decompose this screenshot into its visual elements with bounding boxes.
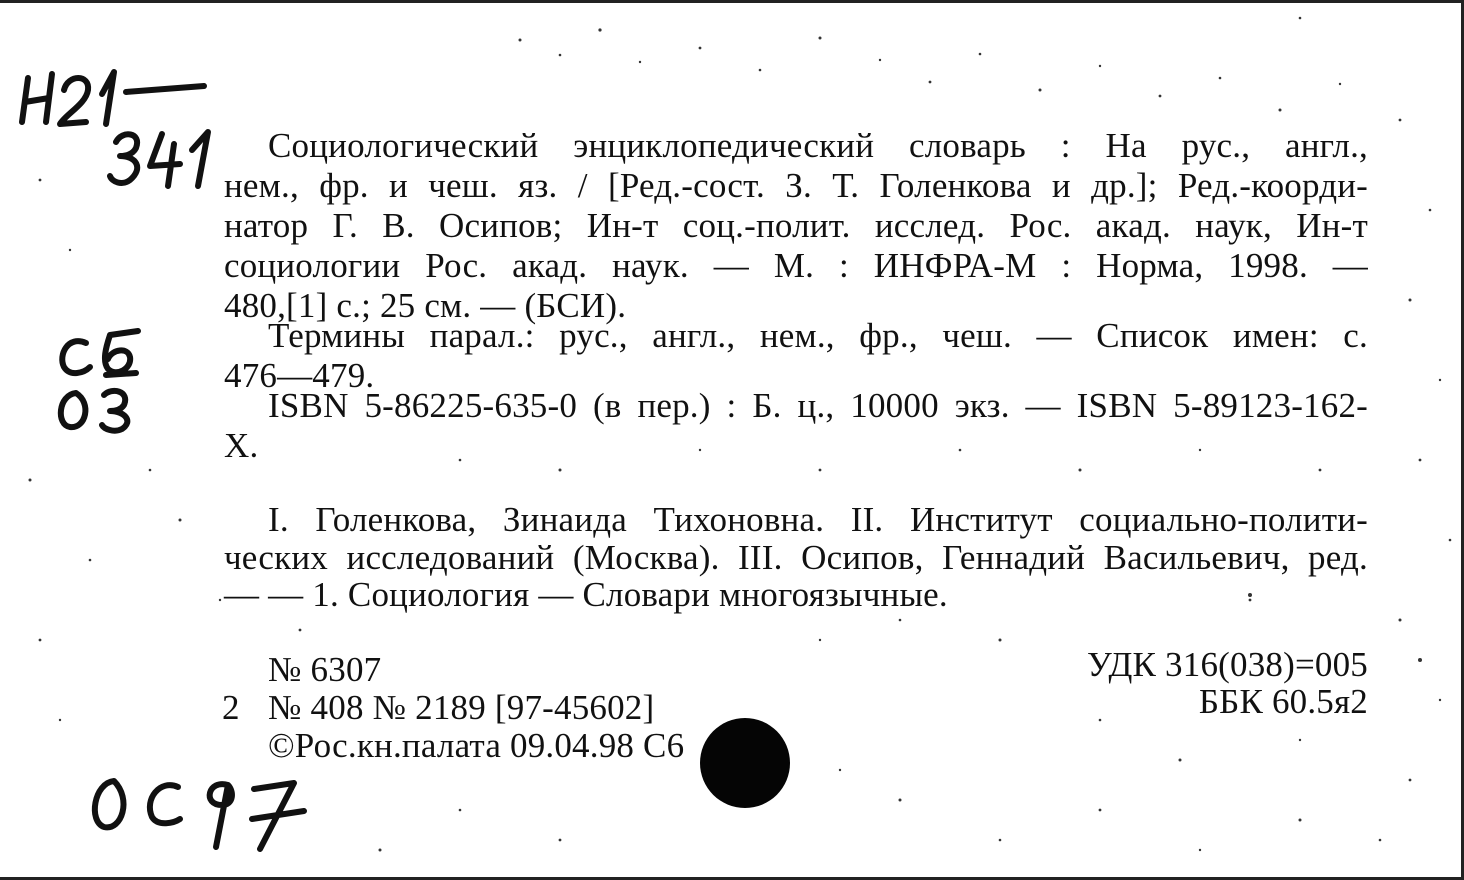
title-line-3: натор Г. В. Осипов; Ин-т соц.-полит. исслед. Рос. акад. наук, Ин-т bbox=[224, 206, 1368, 245]
tracing-line-3: — — 1. Социология — Словари многоязычные. bbox=[224, 575, 948, 614]
isbn-line-1: ISBN 5-86225-635-0 (в пер.) : Б. ц., 10000 экз. — ISBN 5-89123-162- bbox=[268, 386, 1368, 425]
punch-hole bbox=[700, 718, 790, 808]
isbn-line-2: X. bbox=[224, 426, 259, 465]
title-line-1: Социологический энциклопедический словарь : На рус., англ., bbox=[268, 126, 1368, 165]
title-line-2: нем., фр. и чеш. яз. / [Ред.-сост. З. Т. Голенкова и др.]; Ред.-коорди- bbox=[224, 166, 1368, 205]
title-line-4: социологии Рос. акад. наук. — М. : ИНФРА-М : Норма, 1998. — bbox=[224, 246, 1368, 285]
tracing-line-1: I. Голенкова, Зинаида Тихоновна. II. Институт социально-полити- bbox=[268, 500, 1368, 539]
handwritten-location-mark bbox=[50, 325, 160, 435]
note-line-1: Термины парал.: рус., англ., нем., фр., чеш. — Список имен: с. bbox=[268, 316, 1368, 355]
handwritten-bottom-mark bbox=[82, 765, 322, 860]
note-line-2: 476—479. bbox=[224, 356, 375, 395]
copies-count: 2 bbox=[222, 688, 240, 727]
bbk-code: ББК 60.5я2 bbox=[1198, 682, 1368, 721]
registration-numbers: № 408 № 2189 [97-45602] bbox=[268, 688, 655, 727]
title-line-5: 480,[1] с.; 25 см. — (БСИ). bbox=[224, 286, 627, 325]
tracing-line-2: ческих исследований (Москва). III. Осипов, Геннадий Васильевич, ред. bbox=[224, 538, 1368, 577]
handwritten-call-number bbox=[18, 60, 218, 190]
udk-code: УДК 316(038)=005 bbox=[1087, 645, 1368, 684]
book-chamber-stamp: ©Рос.кн.палата 09.04.98 С6 bbox=[268, 726, 685, 765]
record-number: № 6307 bbox=[268, 650, 382, 689]
